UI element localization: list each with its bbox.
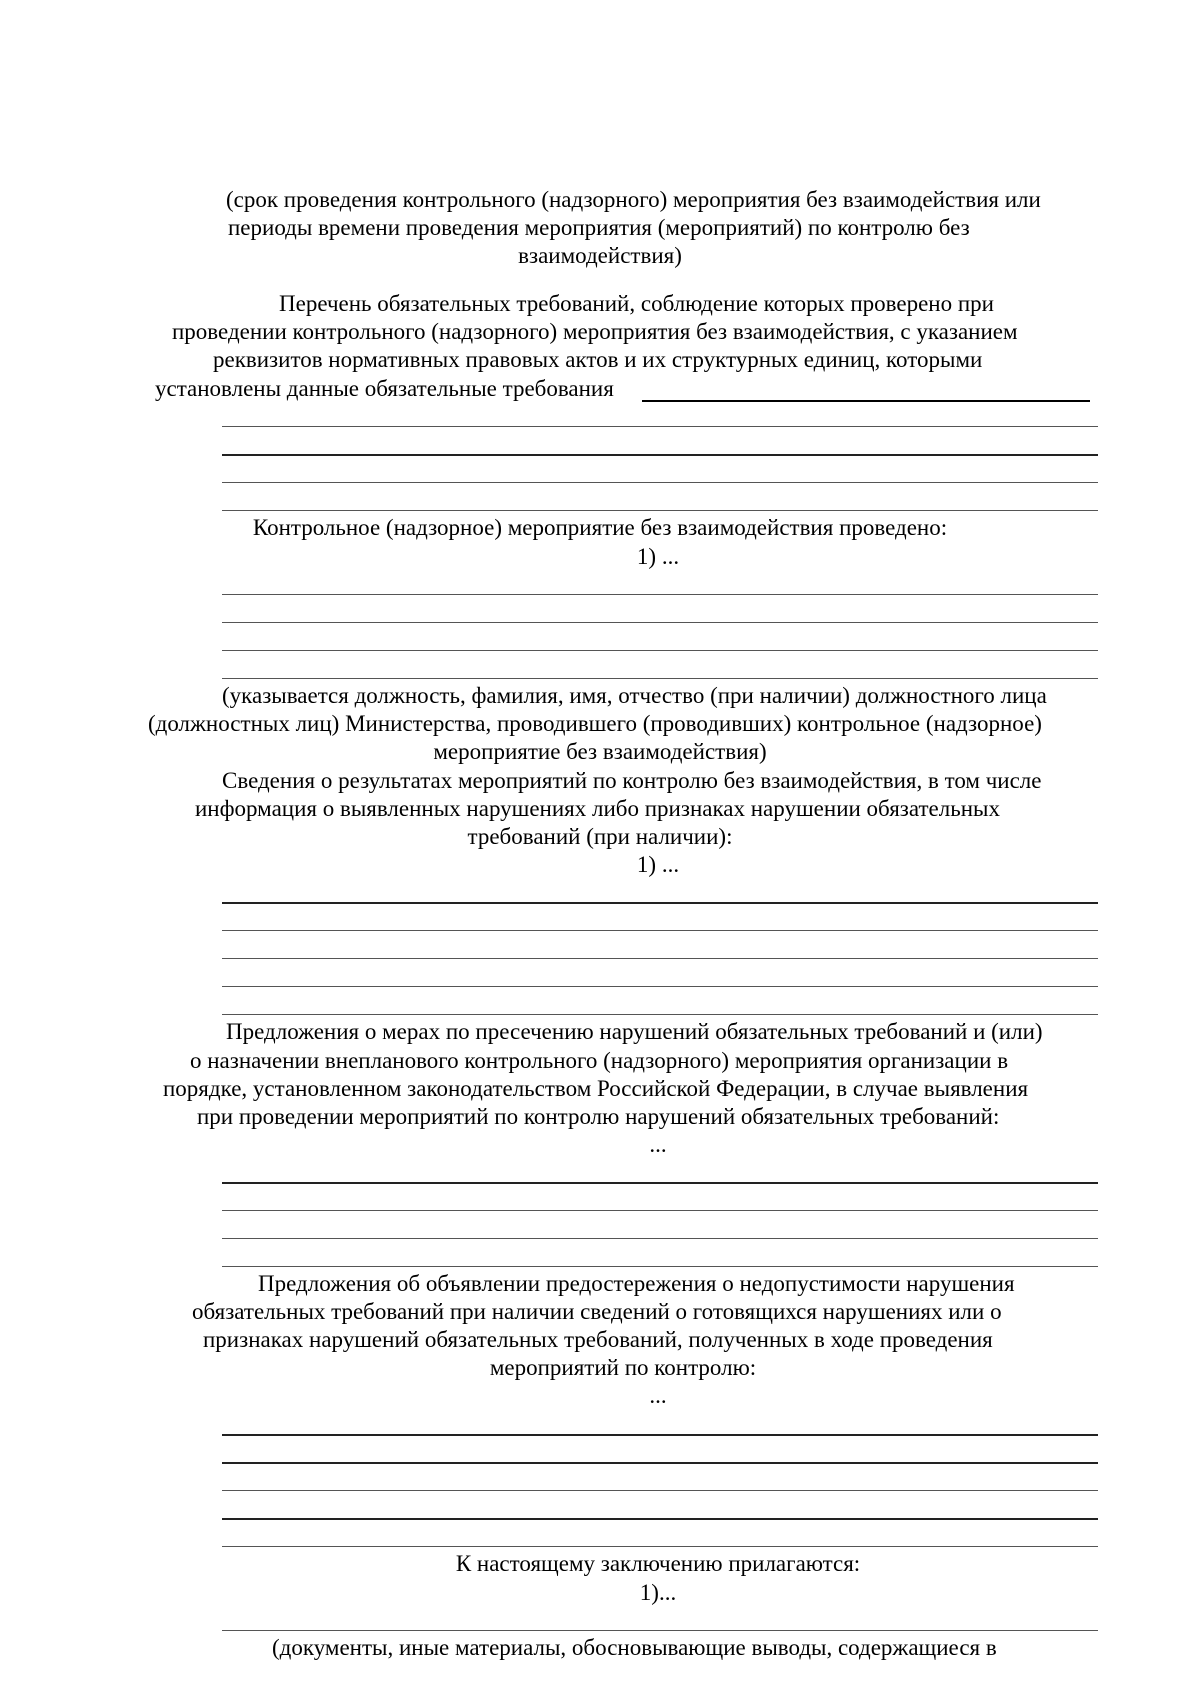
blank-line <box>222 454 1098 456</box>
results-heading-line-2: информация о выявленных нарушениях либо признаках нарушении обязательных <box>195 796 1000 821</box>
official-caption-line-2: (должностных лиц) Министерства, проводившего (проводивших) контрольное (надзорное) <box>148 711 1042 736</box>
measures-item: ... <box>649 1132 667 1157</box>
blank-line <box>222 1182 1098 1184</box>
blank-line <box>222 482 1098 483</box>
measures-heading-line-3: порядке, установленном законодательством Российской Федерации, в случае выявления <box>163 1076 1029 1101</box>
blank-line <box>222 1014 1098 1015</box>
conducted-heading: Контрольное (надзорное) мероприятие без взаимодействия проведено: <box>252 515 948 540</box>
requirements-fill-line <box>642 400 1090 402</box>
official-caption-line-3: мероприятие без взаимодействия) <box>433 739 767 764</box>
blank-line <box>222 678 1098 679</box>
period-caption-line-1: (срок проведения контрольного (надзорного) мероприятия без взаимодействия или <box>226 187 1041 212</box>
attachments-caption: (документы, иные материалы, обосновывающие выводы, содержащиеся в <box>272 1635 997 1660</box>
blank-line <box>222 426 1098 427</box>
blank-line <box>222 1462 1098 1464</box>
blank-line <box>222 1210 1098 1211</box>
blank-line <box>222 1266 1098 1267</box>
blank-line <box>222 902 1098 904</box>
blank-line <box>222 594 1098 595</box>
requirements-heading-line-3: реквизитов нормативных правовых актов и их структурных единиц, которыми <box>213 347 983 372</box>
requirements-heading-line-2: проведении контрольного (надзорного) мероприятия без взаимодействия, с указанием <box>172 319 1018 344</box>
results-heading-line-1: Сведения о результатах мероприятий по контролю без взаимодействия, в том числе <box>222 768 1042 793</box>
results-item: 1) ... <box>636 852 680 877</box>
warning-heading-line-4: мероприятий по контролю: <box>489 1355 757 1380</box>
period-caption-line-3: взаимодействия) <box>518 243 682 268</box>
attachments-item: 1)... <box>639 1580 677 1605</box>
blank-line <box>222 1518 1098 1520</box>
warning-item: ... <box>649 1383 667 1408</box>
attachments-heading: К настоящему заключению прилагаются: <box>455 1551 861 1576</box>
official-caption-line-1: (указывается должность, фамилия, имя, отчество (при наличии) должностного лица <box>222 683 1047 708</box>
blank-line <box>222 1630 1098 1631</box>
requirements-heading-line-1: Перечень обязательных требований, соблюдение которых проверено при <box>279 291 994 316</box>
warning-heading-line-3: признаках нарушений обязательных требований, полученных в ходе проведения <box>203 1327 993 1352</box>
period-caption-line-2: периоды времени проведения мероприятия (мероприятий) по контролю без <box>228 215 970 240</box>
blank-line <box>222 622 1098 623</box>
results-heading-line-3: требований (при наличии): <box>467 824 733 849</box>
blank-line <box>222 958 1098 959</box>
blank-line <box>222 650 1098 651</box>
warning-heading-line-1: Предложения об объявлении предостережения о недопустимости нарушения <box>258 1271 1015 1296</box>
blank-line <box>222 1434 1098 1436</box>
blank-line <box>222 986 1098 987</box>
blank-line <box>222 1238 1098 1239</box>
blank-line <box>222 1490 1098 1491</box>
blank-line <box>222 510 1098 511</box>
warning-heading-line-2: обязательных требований при наличии сведений о готовящихся нарушениях или о <box>192 1299 1002 1324</box>
blank-line <box>222 1546 1098 1547</box>
blank-line <box>222 930 1098 931</box>
requirements-heading-line-4: установлены данные обязательные требования <box>155 376 614 401</box>
measures-heading-line-1: Предложения о мерах по пресечению нарушений обязательных требований и (или) <box>226 1019 1043 1044</box>
measures-heading-line-2: о назначении внепланового контрольного (надзорного) мероприятия организации в <box>190 1048 1009 1073</box>
conducted-item: 1) ... <box>636 544 680 569</box>
measures-heading-line-4: при проведении мероприятий по контролю нарушений обязательных требований: <box>197 1104 1000 1129</box>
